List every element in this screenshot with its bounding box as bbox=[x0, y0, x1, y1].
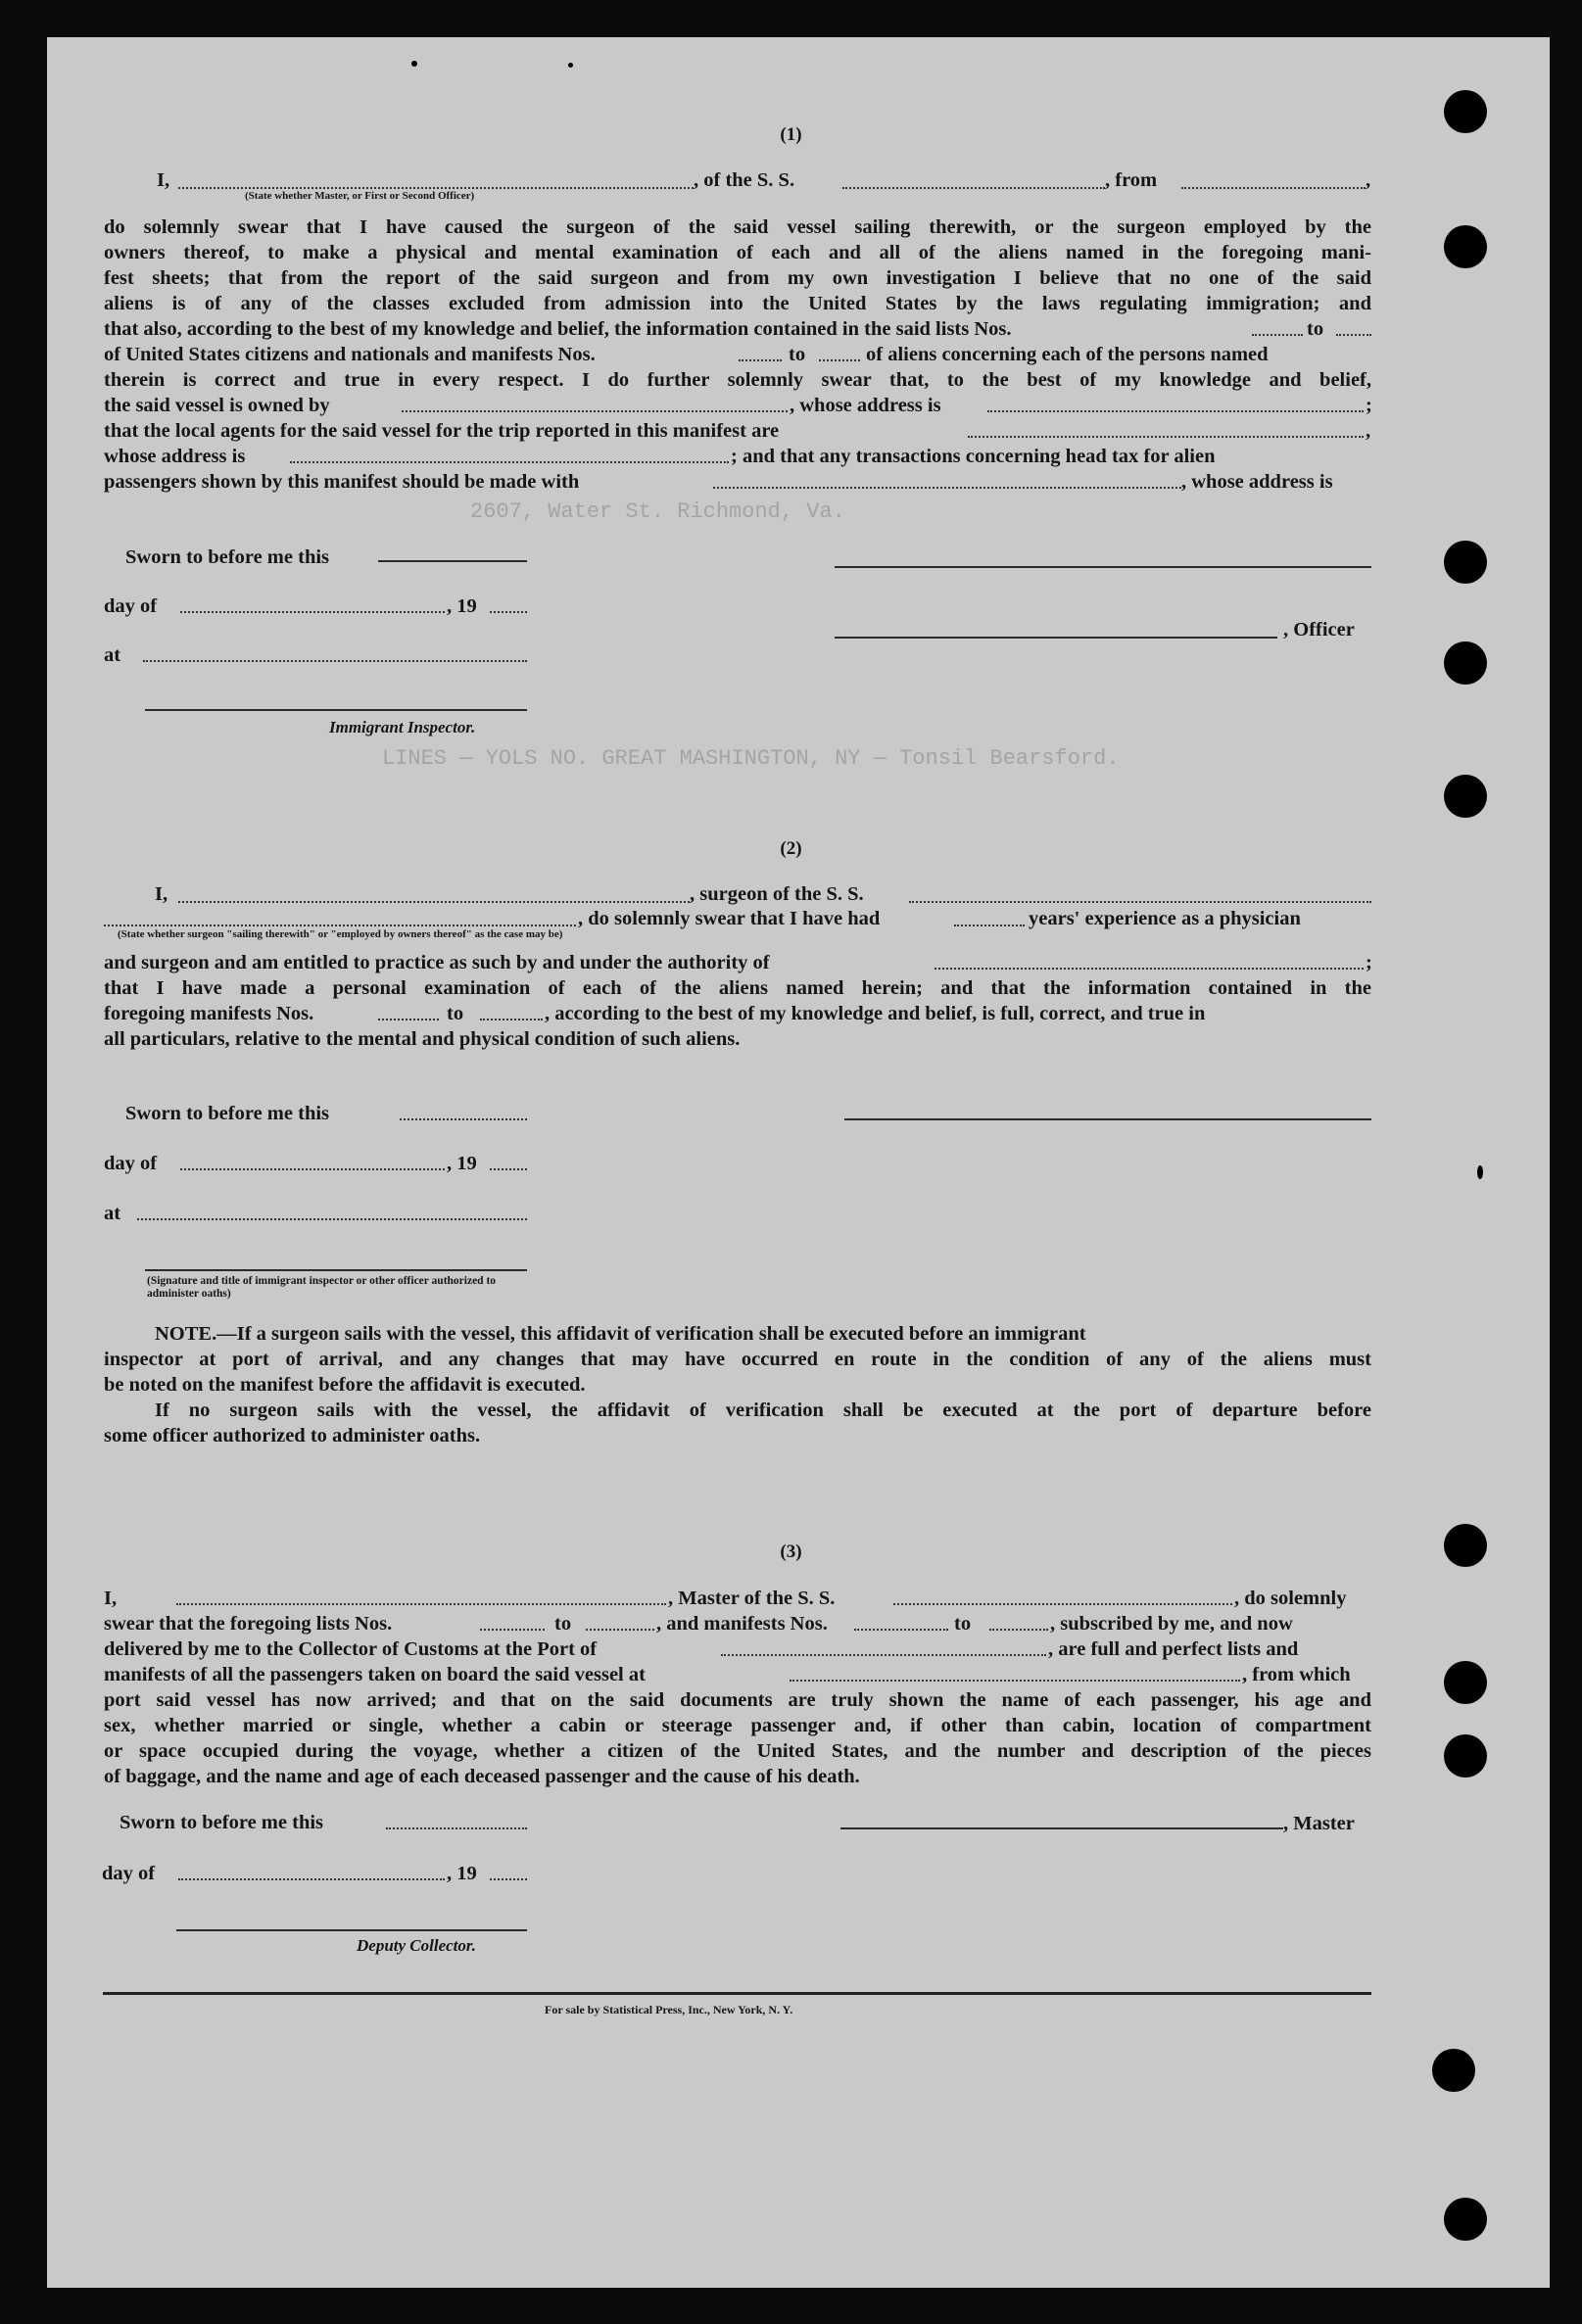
punch-hole bbox=[1444, 225, 1487, 268]
agents-field[interactable] bbox=[968, 436, 1364, 438]
surgeon-type-field[interactable] bbox=[104, 925, 576, 926]
authority-field[interactable] bbox=[935, 968, 1364, 970]
printer-credit: For sale by Statistical Press, Inc., New York, N. Y. bbox=[545, 2003, 793, 2016]
surgeon-name-field[interactable] bbox=[178, 901, 690, 903]
agents-address-field[interactable] bbox=[290, 461, 729, 463]
master-vessel-label: , Master of the S. S. bbox=[668, 1588, 836, 1609]
ink-speck bbox=[1477, 1165, 1483, 1179]
oath-text-line: ; and that any transactions concerning head tax for alien bbox=[731, 446, 1216, 467]
oath-text-line: fest sheets; that from the report of the said surgeon and from my own investigation I believe that no one of the said bbox=[104, 267, 1371, 289]
semicolon: ; bbox=[1366, 952, 1372, 973]
address-label: , whose address is bbox=[1181, 471, 1333, 493]
sworn-label: Sworn to before me this bbox=[125, 546, 330, 568]
master-name-label: I, bbox=[104, 1588, 118, 1609]
lists-to-field[interactable] bbox=[1336, 334, 1371, 336]
oath-text-line: that I have made a personal examination of each of the aliens named herein; and that the information contained in the bbox=[104, 977, 1371, 999]
oath-text-line: do solemnly swear that I have caused the surgeon of the said vessel sailing therewith, or the surgeon employed by the bbox=[104, 216, 1371, 238]
note-line: be noted on the manifest before the affidavit is executed. bbox=[104, 1374, 586, 1396]
s2-manifests-to-field[interactable] bbox=[480, 1019, 543, 1020]
head-tax-label: passengers shown by this manifest should be made with bbox=[104, 471, 580, 493]
day-of-label: day of bbox=[102, 1863, 156, 1884]
manifests-from-field[interactable] bbox=[739, 359, 782, 361]
officer-name-field[interactable] bbox=[178, 187, 694, 189]
note-line: some officer authorized to administer oaths. bbox=[104, 1425, 481, 1447]
agents-label: that the local agents for the said vessel for the trip reported in this manifest are bbox=[104, 420, 780, 442]
lists-from-field[interactable] bbox=[1252, 334, 1303, 336]
punch-hole bbox=[1444, 641, 1487, 685]
oath-text-line: therein is correct and true in every respect. I do further solemnly swear that, to the best of my knowledge and belief, bbox=[104, 369, 1371, 391]
year-label: , 19 bbox=[447, 1153, 477, 1174]
footer-rule bbox=[103, 1992, 1371, 1995]
oath-text-line: , do solemnly bbox=[1234, 1588, 1347, 1609]
to-label: to bbox=[554, 1613, 572, 1635]
bleed-through-text: LINES — YOLS NO. GREAT MASHINGTON, NY — Tonsil Bearsford. bbox=[382, 746, 1120, 771]
comma: , bbox=[1366, 420, 1371, 442]
day-of-label: day of bbox=[104, 595, 158, 617]
semicolon: ; bbox=[1366, 395, 1372, 416]
head-tax-agent-field[interactable] bbox=[713, 487, 1181, 489]
year-field[interactable] bbox=[490, 1878, 527, 1880]
note-line: If no surgeon sails with the vessel, the affidavit of verification shall be executed at the port of departure before bbox=[155, 1399, 1371, 1421]
surgeon-type-note: (State whether surgeon "sailing therewith" or "employed by owners thereof" as the case may be) bbox=[118, 928, 563, 940]
master-signature-line[interactable] bbox=[840, 1827, 1283, 1829]
sworn-day-field[interactable] bbox=[386, 1827, 527, 1829]
s3-lists-from-field[interactable] bbox=[480, 1629, 545, 1631]
to-label: to bbox=[1307, 318, 1324, 340]
section-2-heading: (2) bbox=[780, 838, 802, 859]
owner-label: the said vessel is owned by bbox=[104, 395, 330, 416]
s3-lists-to-field[interactable] bbox=[586, 1629, 654, 1631]
punch-hole bbox=[1444, 541, 1487, 584]
punch-hole bbox=[1444, 2198, 1487, 2241]
oath-text-line: foregoing manifests Nos. bbox=[104, 1003, 314, 1024]
section-3-heading: (3) bbox=[780, 1541, 802, 1562]
oath-text-line: sex, whether married or single, whether a cabin or steerage passenger and, if other than cabin, location of compartment bbox=[104, 1715, 1371, 1736]
embarkation-port-field[interactable] bbox=[790, 1680, 1240, 1682]
s3-manifests-from-field[interactable] bbox=[854, 1629, 948, 1631]
vessel-name-field[interactable] bbox=[842, 187, 1105, 189]
collector-label: Deputy Collector. bbox=[357, 1936, 476, 1955]
oath-text-line: of baggage, and the name and age of each deceased passenger and the cause of his death. bbox=[104, 1766, 860, 1787]
punch-hole bbox=[1444, 775, 1487, 818]
oath-text-line: or space occupied during the voyage, whether a citizen of the United States, and the number and description of the pieces bbox=[104, 1740, 1371, 1762]
oath-text-line: all particulars, relative to the mental and physical condition of such aliens. bbox=[104, 1028, 741, 1050]
oath-text-line: swear that the foregoing lists Nos. bbox=[104, 1613, 393, 1635]
oath-text-line: , are full and perfect lists and bbox=[1048, 1638, 1299, 1660]
ink-speck bbox=[411, 61, 417, 67]
bleed-through-text: 2607, Water St. Richmond, Va. bbox=[470, 499, 845, 524]
owner-address-field[interactable] bbox=[987, 410, 1364, 412]
sworn-label: Sworn to before me this bbox=[125, 1103, 330, 1124]
oath-text-line: of United States citizens and nationals and manifests Nos. bbox=[104, 344, 596, 365]
officer-label: , Officer bbox=[1283, 619, 1355, 640]
s2-manifests-from-field[interactable] bbox=[378, 1019, 439, 1020]
agents-address-label: whose address is bbox=[104, 446, 246, 467]
sworn-day-field[interactable] bbox=[378, 560, 527, 562]
ink-speck bbox=[568, 63, 573, 68]
to-label: to bbox=[447, 1003, 464, 1024]
punch-hole bbox=[1444, 1734, 1487, 1778]
note-line: inspector at port of arrival, and any changes that may have occurred en route in the condition of any of the aliens must bbox=[104, 1349, 1371, 1370]
note-text bbox=[155, 1321, 1086, 1347]
officer-signature-line-2[interactable] bbox=[835, 637, 1277, 639]
oath-text-line: , do solemnly swear that I have had bbox=[578, 908, 881, 929]
month-field[interactable] bbox=[178, 1878, 445, 1880]
month-field[interactable] bbox=[180, 1168, 445, 1170]
oath-text-line: years' experience as a physician bbox=[1029, 908, 1301, 929]
year-label: , 19 bbox=[447, 595, 477, 617]
officer-name-label: I, bbox=[157, 169, 170, 191]
comma: , bbox=[1366, 169, 1371, 191]
surgeon-vessel-field[interactable] bbox=[909, 901, 1371, 903]
oath-text-line: that also, according to the best of my knowledge and belief, the information contained in the said lists Nos. bbox=[104, 318, 1012, 340]
at-label: at bbox=[104, 1203, 121, 1224]
owner-field[interactable] bbox=[402, 410, 788, 412]
day-of-label: day of bbox=[104, 1153, 158, 1174]
master-label: , Master bbox=[1283, 1813, 1355, 1834]
place-field[interactable] bbox=[137, 1218, 527, 1220]
oath-text-line: , from which bbox=[1242, 1664, 1351, 1685]
oath-text-line: manifests of all the passengers taken on board the said vessel at bbox=[104, 1664, 646, 1685]
address-label: , whose address is bbox=[790, 395, 941, 416]
at-label: at bbox=[104, 644, 121, 666]
surgeon-name-label: I, bbox=[155, 883, 168, 905]
place-field[interactable] bbox=[143, 660, 527, 662]
surgeon-signature-line[interactable] bbox=[844, 1118, 1371, 1120]
manifests-to-field[interactable] bbox=[819, 359, 860, 361]
month-field[interactable] bbox=[180, 611, 445, 613]
year-field[interactable] bbox=[490, 1168, 527, 1170]
year-label: , 19 bbox=[447, 1863, 477, 1884]
oath-text-line: aliens is of any of the classes excluded from admission into the United States by the laws regulating immigration; and bbox=[104, 293, 1371, 314]
signature-title-note: (Signature and title of immigrant inspector or other officer authorized to administer oaths) bbox=[147, 1275, 497, 1300]
oath-text-line: , subscribed by me, and now bbox=[1050, 1613, 1293, 1635]
inspector-signature-line[interactable] bbox=[145, 1269, 527, 1271]
year-field[interactable] bbox=[490, 611, 527, 613]
collector-signature-line[interactable] bbox=[176, 1929, 527, 1931]
master-vessel-field[interactable] bbox=[893, 1603, 1232, 1605]
s3-manifests-to-field[interactable] bbox=[989, 1629, 1048, 1631]
inspector-signature-line[interactable] bbox=[145, 709, 527, 711]
punch-hole bbox=[1444, 1661, 1487, 1704]
officer-title-note: (State whether Master, or First or Second Officer) bbox=[245, 190, 475, 202]
punch-hole bbox=[1432, 2049, 1475, 2092]
vessel-label: , of the S. S. bbox=[694, 169, 795, 191]
oath-text-line: port said vessel has now arrived; and that on the said documents are truly shown the name of each passenger, his age and bbox=[104, 1689, 1371, 1711]
oath-text-line: owners thereof, to make a physical and mental examination of each and all of the aliens named in the foregoing mani- bbox=[104, 242, 1371, 263]
to-label: to bbox=[954, 1613, 972, 1635]
from-port-field[interactable] bbox=[1181, 187, 1366, 189]
note-label: NOTE. bbox=[155, 1323, 217, 1345]
sworn-day-field[interactable] bbox=[400, 1118, 527, 1120]
sworn-label: Sworn to before me this bbox=[120, 1812, 324, 1833]
oath-text-line: , and manifests Nos. bbox=[656, 1613, 828, 1635]
surgeon-vessel-label: , surgeon of the S. S. bbox=[690, 883, 864, 905]
oath-text-line: , according to the best of my knowledge and belief, is full, correct, and true in bbox=[545, 1003, 1206, 1024]
from-label: , from bbox=[1105, 169, 1158, 191]
to-label: to bbox=[789, 344, 806, 365]
inspector-label: Immigrant Inspector. bbox=[329, 718, 476, 736]
experience-years-field[interactable] bbox=[954, 925, 1025, 926]
note-line: —If a surgeon sails with the vessel, this affidavit of verification shall be executed before an immigrant bbox=[216, 1323, 1086, 1345]
oath-text-line: delivered by me to the Collector of Customs at the Port of bbox=[104, 1638, 598, 1660]
master-name-field[interactable] bbox=[176, 1603, 666, 1605]
customs-port-field[interactable] bbox=[721, 1654, 1046, 1656]
officer-signature-line[interactable] bbox=[835, 566, 1371, 568]
section-1-heading: (1) bbox=[780, 124, 802, 145]
oath-text-line: of aliens concerning each of the persons named bbox=[866, 344, 1269, 365]
oath-text-line: and surgeon and am entitled to practice as such by and under the authority of bbox=[104, 952, 770, 973]
